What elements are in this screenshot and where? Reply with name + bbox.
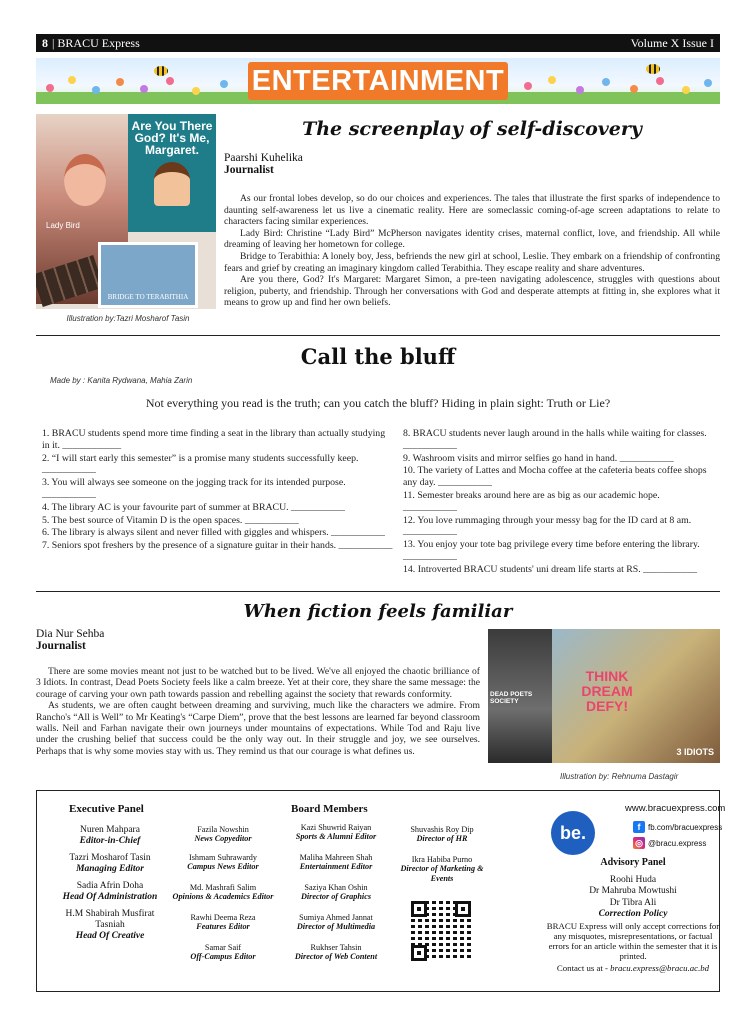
staff-entry [165, 883, 281, 902]
flower-icon [524, 82, 532, 90]
article-title: When fiction feels familiar [243, 601, 513, 622]
advisor-name: Dr Mahruba Mowtushi [589, 886, 677, 896]
staff-name: Shuvashis Roy Dip [410, 825, 474, 834]
section-banner [36, 58, 720, 104]
article-byline [36, 628, 104, 652]
three-idiots-title: 3 IDIOTS [676, 747, 714, 757]
staff-name: Sumiya Ahmed Jannat [299, 913, 373, 922]
staff-role: Director of Marketing & Events [400, 864, 484, 883]
facebook-icon: f [633, 821, 645, 833]
staff-role: Managing Editor [76, 864, 144, 874]
section-divider [36, 591, 720, 592]
author-role: Journalist [36, 640, 86, 652]
flower-icon [166, 77, 174, 85]
flower-icon [220, 80, 228, 88]
instagram-icon: ◎ [633, 837, 645, 849]
illustration-caption: Illustration by: Rehnuma Dastagir [560, 772, 679, 781]
advisor-name: Roohi Huda [609, 874, 657, 885]
quiz-item: 13. You enjoy your tote bag privilege every time before entering the library. ___________ [403, 539, 700, 562]
quiz-item: 9. Washroom visits and mirror selfies go hand in hand. ___________ [403, 452, 674, 464]
staff-role: News Copyeditor [194, 834, 252, 844]
margaret-poster [128, 114, 216, 232]
staff-role: Head Of Administration [62, 892, 158, 902]
article-body [224, 193, 720, 309]
quiz-item: 6. The library is always silent and never filled with giggles and whispers. ___________ [42, 527, 385, 539]
flower-icon [576, 86, 584, 94]
qr-finder-pattern [455, 901, 471, 917]
quiz-item: 7. Seniors spot freshers by the presence of a signature guitar in their hands. ___________ [42, 540, 393, 552]
staff-role: Director of Multimedia [296, 922, 376, 932]
board-members-heading: Board Members [291, 803, 368, 815]
correction-policy-heading: Correction Policy [598, 909, 668, 919]
staff-entry [281, 913, 391, 932]
instagram-handle: @bracu.express [648, 838, 707, 848]
flower-icon [682, 86, 690, 94]
article1-illustration [36, 114, 216, 309]
staff-name: Saziya Khan Oshin [304, 883, 368, 892]
article-paragraph: Are you there, God? It's Margaret: Margaret Simon, a pre-teen navigating adolescence, struggles with questions about religion, puberty, and friendship. Through her conversations with God and desperate attempts at fitting in, she explores what it means to grow up and find her own beliefs. [224, 274, 720, 309]
section-divider [36, 335, 720, 336]
staff-role: Sports & Alumni Editor [295, 832, 377, 842]
staff-name: Samar Saif [204, 943, 242, 952]
staff-role: Off-Campus Editor [190, 952, 256, 962]
staff-entry [393, 825, 491, 844]
quiz-item: 2. “I will start early this semester” is a promise many students successfully keep. ___________ [42, 452, 359, 476]
terabithia-poster [98, 242, 198, 308]
flower-icon [92, 86, 100, 94]
article-paragraph: There are some movies meant not just to be watched but to be lived. We've all enjoyed the chaotic brilliance of 3 Idiots. In contrast, Dead Poets Society feels like a calm breeze. Yet at their core, they share the same message: the courage of carving your own path towards passion and rebelling against the society that rewards conformity. [36, 666, 480, 700]
bee-icon [154, 66, 168, 76]
staff-entry [393, 855, 491, 883]
correction-policy-text: BRACU Express will only accept corrections for any misquotes, misrepresentations, or factual errors for an article within the semester that it is printed. [546, 920, 720, 962]
quiz-list-right [403, 428, 715, 577]
facebook-handle: fb.com/bracuexpress [648, 822, 723, 832]
flower-icon [548, 76, 556, 84]
staff-name: Rukhser Tahsin [310, 943, 362, 952]
facebook-link[interactable] [633, 821, 722, 833]
staff-role: Head Of Creative [75, 931, 145, 941]
staff-name: Sadia Afrin Doha [76, 881, 144, 891]
staff-name: H.M Shabirah Musfirat Tasniah [65, 909, 155, 930]
issue-label: Volume X Issue I [630, 35, 714, 50]
page-header-left [42, 36, 140, 51]
staff-entry [171, 943, 275, 962]
staff-entry [53, 853, 167, 875]
flower-icon [630, 85, 638, 93]
flower-icon [704, 79, 712, 87]
staff-role: Editor-in-Chief [79, 836, 141, 846]
quiz-credit: Made by : Kanita Rydwana, Mahia Zarin [50, 376, 193, 385]
instagram-link[interactable] [633, 837, 706, 849]
staff-name: Rawhi Deema Reza [190, 913, 256, 922]
think-dream-defy-text: THINK DREAM DEFY! [581, 668, 633, 714]
quiz-item: 4. The library AC is your favourite part of summer at BRACU. ___________ [42, 501, 345, 513]
staff-entry [171, 825, 275, 844]
flower-icon [602, 78, 610, 86]
flower-icon [140, 85, 148, 93]
staff-role: Entertainment Editor [299, 862, 373, 872]
staff-entry [53, 825, 167, 847]
article-title: The screenplay of self-discovery [302, 118, 642, 140]
article-byline [224, 152, 303, 176]
staff-entry [171, 853, 275, 872]
advisory-panel [545, 857, 721, 975]
advisor-name: Dr Tibra Ali [609, 897, 657, 908]
page-header-bar [36, 34, 720, 52]
staff-entry [281, 853, 391, 872]
staff-role: Director of HR [416, 834, 468, 844]
quiz-item: 10. The variety of Lattes and Mocha coffee at the cafeteria beats coffee shops any day. ___________ [403, 465, 707, 489]
staff-entry [281, 883, 391, 902]
flower-icon [46, 84, 54, 92]
staff-name: Nuren Mahpara [80, 825, 140, 835]
illustration-caption: Illustration by:Tazri Mosharof Tasin [66, 314, 190, 323]
quiz-subtitle: Not everything you read is the truth; can you catch the bluff? Hiding in plain sight: Truth or Lie? [145, 396, 611, 410]
section-title: ENTERTAINMENT [248, 62, 508, 100]
staff-role: Director of Graphics [300, 892, 372, 902]
qr-finder-pattern [411, 901, 427, 917]
staff-role: Opinions & Academics Editor [172, 892, 274, 902]
author-name: Dia Nur Sehba [36, 628, 105, 640]
staff-name: Kazi Shuwrid Raiyan [300, 823, 372, 832]
flower-icon [192, 87, 200, 95]
quiz-item: 5. The best source of Vitamin D is the open spaces. ___________ [42, 514, 299, 526]
article-paragraph: Bridge to Terabithia: A lonely boy, Jess, befriends the new girl at school, Leslie. They embark on a friendship of confronting fears and grief by creating an imaginary kingdom called Terabithia. They escape reality and share adventures. [224, 250, 720, 274]
advisory-heading: Advisory Panel [600, 857, 666, 868]
author-role: Journalist [224, 164, 274, 176]
contact-label: Contact us at - [556, 963, 608, 974]
dps-poster-title: DEAD POETS SOCIETY [490, 691, 533, 705]
portrait-figure [64, 154, 106, 206]
dead-poets-society-poster [488, 629, 552, 763]
qr-code[interactable] [411, 901, 471, 961]
publication-name: BRACU Express [57, 35, 140, 50]
staff-name: Ishmam Suhrawardy [189, 853, 257, 862]
article-paragraph: Lady Bird: Christine “Lady Bird” McPherson navigates identity crises, maternal conflict, love, and friendship. All while dreaming of leaving her hometown for college. [224, 227, 720, 251]
staff-entry [281, 823, 391, 842]
lady-bird-poster-title: Lady Bird [46, 221, 80, 230]
article-body [36, 666, 480, 757]
header-separator: | [52, 35, 55, 50]
staff-name: Md. Mashrafi Salim [189, 883, 257, 892]
author-name: Paarshi Kuhelika [224, 152, 303, 164]
margaret-poster-title: Are You There God? It's Me, Margaret. [131, 119, 213, 157]
article2-illustration [488, 629, 720, 763]
brand-logo: be. [551, 811, 595, 855]
quiz-item: 12. You love rummaging through your messy bag for the ID card at 8 am. ___________ [403, 514, 692, 538]
quiz-item: 11. Semester breaks around here are as big as our academic hope. ___________ [403, 489, 660, 513]
staff-role: Director of Web Content [294, 952, 378, 962]
staff-name: Ikra Habiba Purno [411, 855, 473, 864]
quiz-item: 1. BRACU students spend more time finding a seat in the library than actually studying in it. ____________ [42, 428, 386, 451]
flower-icon [656, 77, 664, 85]
staff-name: Fazila Nowshin [197, 825, 249, 834]
page-number: 8 [42, 35, 48, 50]
staff-entry [53, 881, 167, 903]
staff-name: Tazri Mosharof Tasin [69, 853, 151, 863]
contact-email[interactable]: bracu.express@bracu.ac.bd [610, 963, 710, 974]
executive-panel-heading: Executive Panel [69, 803, 144, 815]
staff-role: Campus News Editor [187, 862, 259, 872]
portrait-figure [154, 162, 190, 206]
article-paragraph: As our frontal lobes develop, so do our choices and experiences. The tales that illustrate the first sparks of independence to daunting self-awareness let us live a cinematic reality. Here are someclassic coming-of-age screen adaptations to relate to characters facing similar experiences. [224, 193, 720, 228]
article-paragraph: As students, we are often caught between dreaming and surviving, much like the characters we admire. From Rancho's “All is Well” to Mr Keating's “Carpe Diem”, prove that the best lessons are learned far beyond classroom walls. Neil and Farhan navigate their own journeys under mountains of expectations. While Tod and Raju live under the crushing belief that success could be the only way out. In their struggle and joy, we see ourselves. Perhaps that is why some movies stay with us. They remind us that our courage is what defines us. [36, 700, 480, 757]
quiz-item: 14. Introverted BRACU students' uni dream life starts at RS. ___________ [403, 563, 698, 575]
staff-entry [281, 943, 391, 962]
quiz-list-left [42, 428, 394, 553]
staff-entry [171, 913, 275, 932]
quiz-item: 3. You will always see someone on the jogging track for its intended purpose. ___________ [42, 477, 346, 500]
terabithia-poster-title: BRIDGE TO TERABITHIA [107, 293, 189, 301]
staff-role: Features Editor [196, 922, 250, 932]
quiz-item: 8. BRACU students never laugh around in the halls while waiting for classes. ___________ [403, 428, 707, 451]
masthead-footer [36, 790, 726, 992]
website-link[interactable]: www.bracuexpress.com [625, 803, 726, 814]
staff-name: Maliha Mahreen Shah [299, 853, 373, 862]
bee-icon [646, 64, 660, 74]
staff-entry [53, 909, 167, 942]
flower-icon [116, 78, 124, 86]
qr-finder-pattern [411, 945, 427, 961]
contact-line [545, 963, 721, 975]
quiz-title: Call the bluff [300, 344, 456, 369]
flower-icon [68, 76, 76, 84]
